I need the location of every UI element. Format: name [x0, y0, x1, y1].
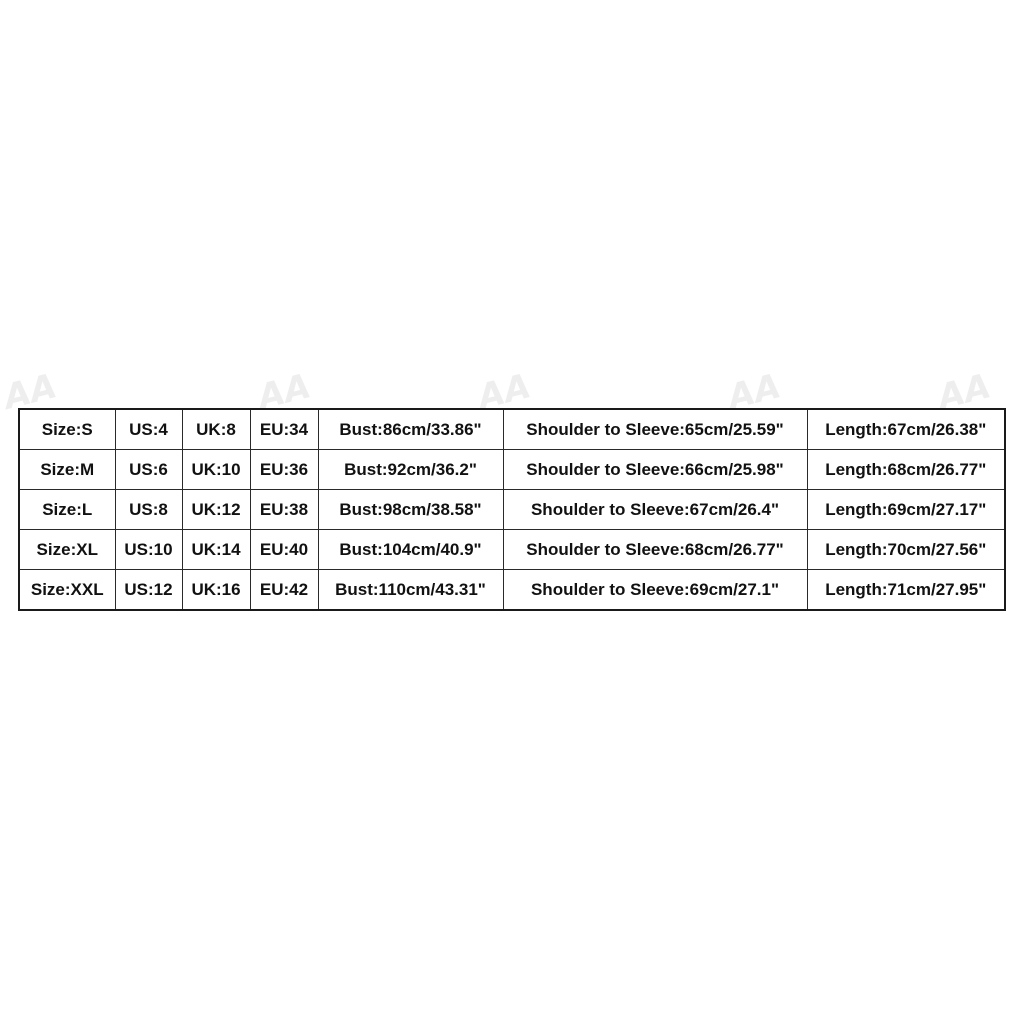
uk-size-cell: UK:10	[182, 450, 250, 490]
watermark-text: AA	[253, 366, 315, 418]
watermark-text: AA	[723, 366, 785, 418]
eu-size-cell: EU:36	[250, 450, 318, 490]
us-size-cell: US:4	[115, 409, 182, 450]
bust-cell: Bust:86cm/33.86"	[318, 409, 503, 450]
table-row	[19, 490, 1005, 530]
size-cell: Size:S	[19, 409, 115, 450]
uk-size-cell: UK:16	[182, 570, 250, 611]
length-cell: Length:70cm/27.56"	[807, 530, 1005, 570]
size-cell: Size:M	[19, 450, 115, 490]
shoulder-to-sleeve-cell: Shoulder to Sleeve:65cm/25.59"	[503, 409, 807, 450]
uk-size-cell: UK:8	[182, 409, 250, 450]
us-size-cell: US:10	[115, 530, 182, 570]
us-size-cell: US:6	[115, 450, 182, 490]
us-size-cell: US:8	[115, 490, 182, 530]
table-row	[19, 409, 1005, 450]
shoulder-to-sleeve-cell: Shoulder to Sleeve:66cm/25.98"	[503, 450, 807, 490]
uk-size-cell: UK:14	[182, 530, 250, 570]
eu-size-cell: EU:38	[250, 490, 318, 530]
bust-cell: Bust:98cm/38.58"	[318, 490, 503, 530]
eu-size-cell: EU:34	[250, 409, 318, 450]
bust-cell: Bust:92cm/36.2"	[318, 450, 503, 490]
watermark-text: AA	[0, 366, 61, 418]
size-cell: Size:XXL	[19, 570, 115, 611]
us-size-cell: US:12	[115, 570, 182, 611]
shoulder-to-sleeve-cell: Shoulder to Sleeve:69cm/27.1"	[503, 570, 807, 611]
watermark-text: AA	[473, 366, 535, 418]
bust-cell: Bust:104cm/40.9"	[318, 530, 503, 570]
length-cell: Length:69cm/27.17"	[807, 490, 1005, 530]
length-cell: Length:67cm/26.38"	[807, 409, 1005, 450]
shoulder-to-sleeve-cell: Shoulder to Sleeve:67cm/26.4"	[503, 490, 807, 530]
uk-size-cell: UK:12	[182, 490, 250, 530]
shoulder-to-sleeve-cell: Shoulder to Sleeve:68cm/26.77"	[503, 530, 807, 570]
table-row	[19, 530, 1005, 570]
size-cell: Size:L	[19, 490, 115, 530]
size-chart-table	[18, 408, 1006, 611]
table-row	[19, 450, 1005, 490]
watermark-text: AA	[933, 366, 995, 418]
size-cell: Size:XL	[19, 530, 115, 570]
eu-size-cell: EU:42	[250, 570, 318, 611]
eu-size-cell: EU:40	[250, 530, 318, 570]
bust-cell: Bust:110cm/43.31"	[318, 570, 503, 611]
length-cell: Length:71cm/27.95"	[807, 570, 1005, 611]
table-row	[19, 570, 1005, 611]
length-cell: Length:68cm/26.77"	[807, 450, 1005, 490]
